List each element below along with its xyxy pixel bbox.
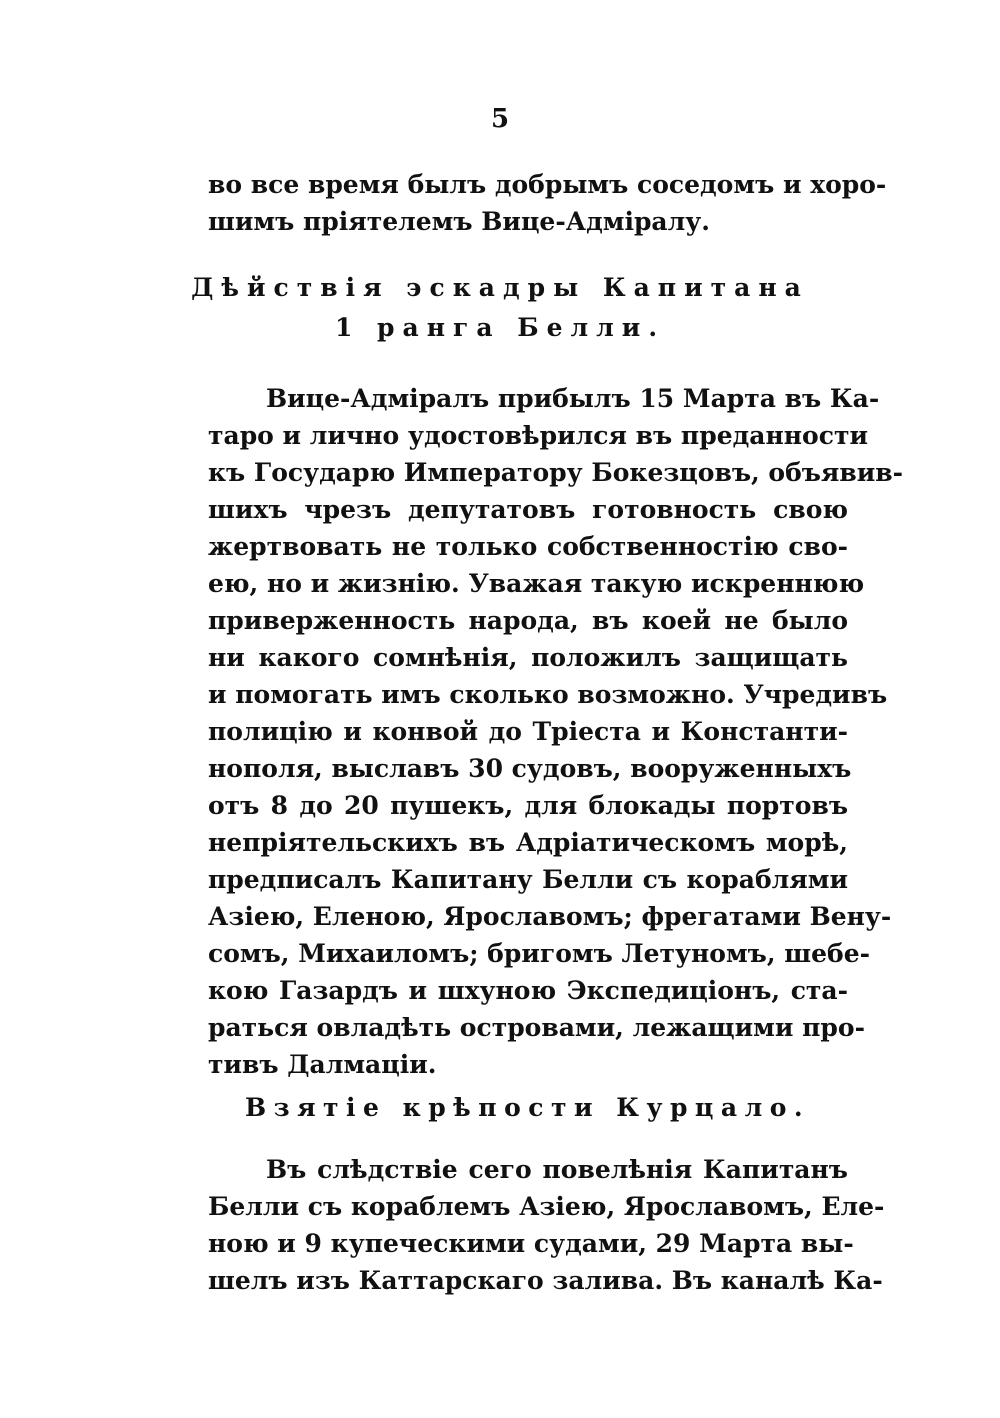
text-line: и помогать имъ сколько возможно. Учредивъ xyxy=(208,680,888,709)
intro-paragraph xyxy=(208,166,887,240)
text-line: полицію и конвой до Тріеста и Константи- xyxy=(208,717,848,746)
text-line: шихъ чрезъ депутатовъ готовность свою xyxy=(208,495,848,524)
text-line: таро и лично удостовѣрился въ преданности xyxy=(208,421,868,450)
text-line: кою Газардъ и шхуною Экспедиціонъ, ста- xyxy=(208,976,848,1005)
heading-line: 1 ранга Белли. xyxy=(334,313,666,342)
text-line: жертвовать не только собственностію сво- xyxy=(208,532,848,561)
paragraph-vice-admiral xyxy=(208,380,904,1083)
text-line: шелъ изъ Каттарскаго залива. Въ каналѣ Ка- xyxy=(208,1266,883,1295)
text-line: шимъ пріятелемъ Вице-Адміралу. xyxy=(208,207,710,236)
section-heading-squadron xyxy=(0,268,1000,348)
page-number: 5 xyxy=(490,104,510,134)
text-line: тивъ Далмаціи. xyxy=(208,1050,437,1079)
text-line: ною и 9 купеческими судами, 29 Марта вы- xyxy=(208,1229,854,1258)
text-line: ею, но и жизнію. Уважая такую искреннюю xyxy=(208,569,865,598)
text-line: къ Государю Императору Бокезцовъ, объявив- xyxy=(208,458,904,487)
paragraph-consequence xyxy=(208,1151,885,1299)
text-line: Азіею, Еленою, Ярославомъ; фрегатами Вену- xyxy=(208,902,892,931)
text-line: ни какого сомнѣнія, положилъ защищать xyxy=(208,643,848,672)
heading-line: Дѣйствія эскадры Капитана xyxy=(191,273,809,302)
text-line: предписалъ Капитану Белли съ кораблями xyxy=(208,865,848,894)
text-line: сомъ, Михаиломъ; бригомъ Летуномъ, шебе- xyxy=(208,939,870,968)
text-line: Въ слѣдствіе сего повелѣнія Капитанъ xyxy=(266,1155,848,1184)
text-line: во все время былъ добрымъ соседомъ и хоро- xyxy=(208,170,887,199)
text-line: отъ 8 до 20 пушекъ, для блокады портовъ xyxy=(208,791,848,820)
text-line: приверженность народа, въ коей не было xyxy=(208,606,848,635)
section-heading-kurtsalo: Взятіе крѣпости Курцало. xyxy=(245,1093,811,1122)
text-line: нополя, выславъ 30 судовъ, вооруженныхъ xyxy=(208,754,852,783)
text-line: Вице-Адміралъ прибылъ 15 Марта въ Ка- xyxy=(266,384,880,413)
text-line: Белли съ кораблемъ Азіею, Ярославомъ, Еле- xyxy=(208,1192,885,1221)
text-line: непріятельскихъ въ Адріатическомъ морѣ, xyxy=(208,828,848,857)
text-line: раться овладѣть островами, лежащими про- xyxy=(208,1013,865,1042)
